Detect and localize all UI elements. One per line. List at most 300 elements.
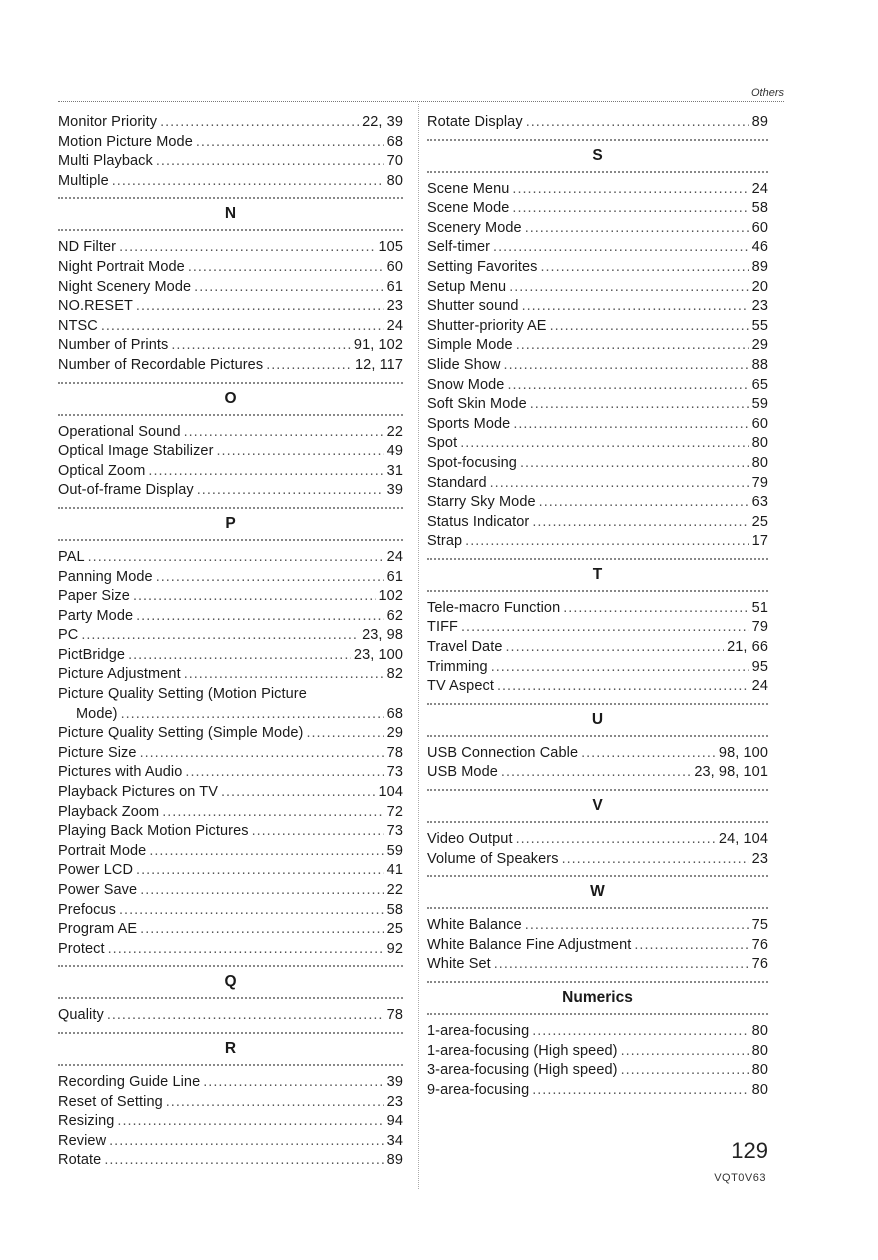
index-term: Panning Mode	[58, 568, 153, 585]
dot-leader	[203, 1073, 383, 1093]
dot-leader	[516, 830, 716, 850]
index-entry	[427, 376, 768, 396]
index-term: Scenery Mode	[427, 219, 522, 236]
page-reference: 80	[751, 1081, 768, 1098]
index-term: Night Portrait Mode	[58, 258, 185, 275]
index-entry	[427, 936, 768, 956]
index-entry	[58, 940, 403, 960]
dot-leader	[101, 317, 384, 337]
page-reference: 24	[751, 180, 768, 197]
index-term: Simple Mode	[427, 337, 513, 354]
dot-leader	[512, 180, 748, 200]
page-reference: 24	[386, 317, 403, 334]
index-entry	[427, 258, 768, 278]
index-entry	[58, 744, 403, 764]
index-entry	[427, 1061, 768, 1081]
page-reference: 68	[386, 705, 403, 722]
page-reference: 60	[751, 415, 768, 432]
page-reference: 70	[386, 153, 403, 170]
page-reference: 89	[751, 258, 768, 275]
index-entry	[427, 278, 768, 298]
index-term: Picture Size	[58, 744, 137, 761]
index-entry	[427, 658, 768, 678]
index-entry	[58, 152, 403, 172]
dot-leader	[149, 842, 383, 862]
index-entry	[427, 493, 768, 513]
index-term: Rotate	[58, 1152, 102, 1169]
dot-leader	[516, 336, 749, 356]
index-term: Scene Mode	[427, 200, 510, 217]
page-number: 129	[731, 1138, 768, 1163]
page-reference: 89	[386, 1152, 403, 1169]
page-reference: 23	[386, 298, 403, 315]
dot-leader	[119, 901, 384, 921]
index-entry	[58, 1132, 403, 1152]
dot-leader	[562, 850, 749, 870]
index-entry	[427, 513, 768, 533]
index-letter-heading: T	[427, 558, 768, 592]
index-letter-heading: O	[58, 382, 403, 416]
page-reference: 22	[386, 882, 403, 898]
dot-leader	[221, 783, 376, 803]
index-term: Spot-focusing	[427, 454, 517, 471]
index-entry	[58, 901, 403, 921]
index-entry	[427, 955, 768, 975]
dot-leader	[140, 920, 383, 940]
dot-leader	[539, 493, 749, 513]
index-entry	[427, 454, 768, 474]
index-entry	[427, 219, 768, 239]
index-entry	[427, 599, 768, 619]
index-term: Multi Playback	[58, 153, 153, 170]
page-reference: 76	[751, 956, 768, 973]
page-reference: 20	[751, 278, 768, 295]
index-entry	[58, 278, 403, 298]
index-term: Mode)	[76, 705, 118, 722]
index-entry	[427, 830, 768, 850]
model-code: VQT0V63	[714, 1172, 766, 1184]
dot-leader	[563, 599, 748, 619]
index-entry	[58, 861, 403, 881]
index-term: Power LCD	[58, 862, 134, 879]
index-term: White Balance	[427, 917, 522, 934]
page-reference: 82	[386, 666, 403, 683]
index-entry	[58, 1006, 403, 1026]
dot-leader	[184, 665, 384, 685]
index-column-left	[58, 113, 403, 1171]
dot-leader	[162, 803, 383, 823]
dot-leader	[128, 646, 351, 666]
dot-leader	[104, 1151, 383, 1171]
index-term: PC	[58, 627, 79, 644]
page-reference: 80	[386, 172, 403, 189]
dot-leader	[140, 881, 383, 901]
dot-leader	[526, 113, 749, 133]
index-term: Playback Zoom	[58, 803, 160, 820]
page-reference: 23, 98, 101	[694, 764, 768, 781]
index-entry	[58, 724, 403, 744]
index-term: Travel Date	[427, 639, 503, 656]
index-entry	[427, 113, 768, 133]
dot-leader	[119, 238, 375, 258]
page-reference: 79	[751, 474, 768, 491]
index-term: NO.RESET	[58, 298, 133, 315]
index-entry	[58, 548, 403, 568]
index-letter-heading: R	[58, 1032, 403, 1066]
index-term: Resizing	[58, 1113, 115, 1130]
page-reference: 25	[751, 513, 768, 530]
dot-leader	[136, 297, 384, 317]
dot-leader	[461, 618, 749, 638]
page-reference: 24, 104	[718, 831, 768, 848]
index-letter-heading: Q	[58, 965, 403, 999]
index-term: Optical Zoom	[58, 462, 146, 479]
page-reference: 61	[386, 568, 403, 585]
index-entry	[58, 442, 403, 462]
index-entry	[427, 638, 768, 658]
index-entry	[427, 850, 768, 870]
dot-leader	[171, 336, 351, 356]
page-reference: 89	[751, 114, 768, 130]
index-term: 1-area-focusing (High speed)	[427, 1042, 618, 1059]
page-reference: 68	[386, 133, 403, 150]
index-entry	[58, 113, 403, 133]
dot-leader	[512, 199, 748, 219]
index-term: Out-of-frame Display	[58, 482, 194, 499]
index-term: Sports Mode	[427, 415, 511, 432]
index-term: Quality	[58, 1007, 104, 1024]
page-reference: 62	[386, 607, 403, 624]
page-reference: 41	[386, 862, 403, 879]
page-reference: 24	[386, 548, 403, 565]
page-reference: 73	[386, 764, 403, 781]
index-term: 9-area-focusing	[427, 1081, 530, 1098]
index-entry	[427, 763, 768, 783]
page-reference: 23	[386, 1093, 403, 1110]
dot-leader	[306, 724, 383, 744]
page-reference: 39	[386, 1073, 403, 1090]
index-entry	[58, 1093, 403, 1113]
page-reference: 23	[751, 298, 768, 315]
dot-leader	[136, 607, 384, 627]
dot-leader	[108, 940, 384, 960]
index-term: Standard	[427, 474, 487, 491]
page-reference: 23	[751, 850, 768, 867]
page-reference: 78	[386, 1007, 403, 1024]
index-entry	[58, 665, 403, 685]
dot-leader	[532, 513, 748, 533]
index-entry	[58, 783, 403, 803]
index-term: Review	[58, 1132, 107, 1149]
page-reference: 60	[751, 219, 768, 236]
index-term: Scene Menu	[427, 180, 510, 197]
index-entry	[58, 842, 403, 862]
index-entry	[427, 415, 768, 435]
index-term: USB Mode	[427, 764, 498, 781]
page-reference: 25	[386, 921, 403, 938]
index-entry	[427, 677, 768, 697]
index-term: Party Mode	[58, 607, 134, 624]
page-reference: 102	[378, 588, 403, 605]
page-reference: 21, 66	[727, 639, 768, 656]
index-entry	[58, 336, 403, 356]
dot-leader	[507, 376, 748, 396]
dot-leader	[520, 454, 749, 474]
index-entry	[58, 607, 403, 627]
index-entry	[58, 568, 403, 588]
page-reference: 91, 102	[353, 337, 403, 354]
dot-leader	[497, 677, 749, 697]
index-term: Picture Quality Setting (Motion Picture	[58, 686, 307, 703]
dot-leader	[185, 763, 383, 783]
index-term: Starry Sky Mode	[427, 494, 536, 511]
page-reference: 59	[751, 396, 768, 413]
index-term: Number of Recordable Pictures	[58, 356, 264, 373]
index-entry	[58, 763, 403, 783]
page-reference: 58	[386, 901, 403, 918]
dot-leader	[525, 916, 749, 936]
index-entry	[58, 920, 403, 940]
index-term: Night Scenery Mode	[58, 278, 192, 295]
dot-leader	[550, 317, 749, 337]
index-entry	[427, 532, 768, 552]
index-term: Picture Quality Setting (Simple Mode)	[58, 725, 304, 742]
dot-leader	[541, 258, 749, 278]
dot-leader	[493, 238, 749, 258]
index-entry	[58, 822, 403, 842]
dot-leader	[197, 481, 384, 501]
dot-leader	[621, 1061, 749, 1081]
index-term: White Set	[427, 956, 491, 973]
page-reference: 60	[386, 258, 403, 275]
index-entry	[58, 626, 403, 646]
index-entry	[58, 317, 403, 337]
page-reference: 65	[751, 376, 768, 393]
index-term: TV Aspect	[427, 678, 494, 695]
page-reference: 95	[751, 658, 768, 675]
index-term: PAL	[58, 548, 85, 565]
index-term: Trimming	[427, 658, 488, 675]
index-term: Snow Mode	[427, 376, 505, 393]
page-reference: 46	[751, 239, 768, 256]
dot-leader	[136, 861, 384, 881]
page-reference: 22, 39	[362, 114, 403, 130]
index-term: Playing Back Motion Pictures	[58, 823, 249, 840]
index-term: Number of Prints	[58, 337, 169, 354]
index-term: Volume of Speakers	[427, 850, 559, 867]
page-reference: 58	[751, 200, 768, 217]
index-entry	[58, 462, 403, 482]
dot-leader	[491, 658, 749, 678]
index-entry	[58, 587, 403, 607]
index-term: Slide Show	[427, 356, 501, 373]
index-entry	[427, 317, 768, 337]
index-term: Rotate Display	[427, 114, 523, 130]
index-letter-heading: U	[427, 703, 768, 737]
page-reference: 98, 100	[718, 744, 768, 761]
page-reference: 105	[378, 239, 403, 256]
index-entry	[58, 881, 403, 901]
index-term: Shutter-priority AE	[427, 317, 547, 334]
index-column-right	[427, 113, 768, 1100]
index-term: Shutter sound	[427, 298, 519, 315]
dot-leader	[184, 423, 384, 443]
index-entry	[427, 297, 768, 317]
index-entry	[427, 336, 768, 356]
dot-leader	[581, 744, 716, 764]
page-reference: 104	[378, 784, 403, 801]
index-entry	[427, 1081, 768, 1101]
dot-leader	[532, 1081, 748, 1101]
index-entry	[58, 803, 403, 823]
index-term: Soft Skin Mode	[427, 396, 527, 413]
page-reference: 29	[751, 337, 768, 354]
dot-leader	[133, 587, 376, 607]
dot-leader	[525, 219, 749, 239]
index-entry	[427, 238, 768, 258]
dot-leader	[634, 936, 748, 956]
page-reference: 78	[386, 744, 403, 761]
index-entry	[58, 423, 403, 443]
index-letter-heading: P	[58, 507, 403, 541]
index-entry	[58, 705, 403, 725]
dot-leader	[156, 152, 384, 172]
page-reference: 23, 100	[353, 646, 403, 663]
index-entry	[427, 395, 768, 415]
index-term: Paper Size	[58, 588, 130, 605]
dot-leader	[513, 415, 748, 435]
section-label: Others	[750, 87, 784, 99]
index-letter-heading: W	[427, 875, 768, 909]
index-term: Pictures with Audio	[58, 764, 183, 781]
index-entry	[58, 1073, 403, 1093]
index-entry	[58, 258, 403, 278]
index-term: Tele-macro Function	[427, 599, 561, 616]
column-divider	[418, 104, 419, 1189]
dot-leader	[166, 1093, 384, 1113]
index-letter-heading: Numerics	[427, 981, 768, 1015]
index-term: Self-timer	[427, 239, 491, 256]
index-term: Picture Adjustment	[58, 666, 181, 683]
index-entry	[58, 646, 403, 666]
index-term: Video Output	[427, 831, 513, 848]
page-reference: 88	[751, 356, 768, 373]
index-term: 1-area-focusing	[427, 1023, 530, 1039]
page-reference: 12, 117	[354, 356, 403, 373]
dot-leader	[252, 822, 384, 842]
page-reference: 75	[751, 917, 768, 934]
index-term: Protect	[58, 940, 105, 957]
index-term: NTSC	[58, 317, 98, 334]
index-term: USB Connection Cable	[427, 744, 579, 761]
index-term: PictBridge	[58, 646, 126, 663]
index-entry	[427, 1042, 768, 1062]
page-reference: 80	[751, 454, 768, 471]
page-reference: 59	[386, 842, 403, 859]
index-term: TIFF	[427, 619, 459, 636]
dot-leader	[522, 297, 749, 317]
dot-leader	[509, 278, 748, 298]
dot-leader	[532, 1022, 748, 1042]
index-term: Program AE	[58, 921, 138, 938]
dot-leader	[156, 568, 384, 588]
index-entry	[427, 618, 768, 638]
index-term: Strap	[427, 533, 463, 550]
page-reference: 55	[751, 317, 768, 334]
dot-leader	[121, 705, 384, 725]
index-term: Reset of Setting	[58, 1093, 163, 1110]
index-entry	[58, 1112, 403, 1132]
index-term: Playback Pictures on TV	[58, 784, 218, 801]
dot-leader	[112, 172, 384, 192]
dot-leader	[494, 955, 749, 975]
index-term: Setup Menu	[427, 278, 507, 295]
page-reference: 51	[751, 599, 768, 616]
index-term: Operational Sound	[58, 423, 181, 440]
index-entry	[427, 356, 768, 376]
page-reference: 17	[751, 533, 768, 550]
page-reference: 22	[386, 423, 403, 440]
index-entry	[427, 744, 768, 764]
index-term: Prefocus	[58, 901, 117, 918]
index-entry	[58, 481, 403, 501]
dot-leader	[501, 763, 691, 783]
page-reference: 63	[751, 494, 768, 511]
index-term: Spot	[427, 435, 458, 452]
page-reference: 29	[386, 725, 403, 742]
page-reference: 49	[386, 443, 403, 460]
index-letter-heading: N	[58, 197, 403, 231]
dot-leader	[194, 278, 383, 298]
dot-leader	[148, 462, 383, 482]
dot-leader	[530, 395, 749, 415]
index-term: Portrait Mode	[58, 842, 147, 859]
dot-leader	[81, 626, 359, 646]
page-reference: 80	[751, 1042, 768, 1059]
dot-leader	[109, 1132, 384, 1152]
dot-leader	[160, 113, 359, 133]
dot-leader	[266, 356, 352, 376]
dot-leader	[621, 1042, 749, 1062]
index-term: Recording Guide Line	[58, 1073, 201, 1090]
index-letter-heading: V	[427, 789, 768, 823]
index-term: ND Filter	[58, 239, 117, 256]
index-term: Setting Favorites	[427, 258, 538, 275]
index-entry	[427, 180, 768, 200]
index-entry	[58, 685, 403, 705]
index-letter-heading: S	[427, 139, 768, 173]
header-rule	[58, 101, 784, 102]
index-entry	[58, 133, 403, 153]
index-entry	[58, 1151, 403, 1171]
page-reference: 79	[751, 619, 768, 636]
dot-leader	[490, 474, 749, 494]
index-entry	[427, 199, 768, 219]
dot-leader	[506, 638, 725, 658]
index-term: White Balance Fine Adjustment	[427, 936, 632, 953]
index-term: Motion Picture Mode	[58, 133, 193, 150]
index-entry	[427, 916, 768, 936]
index-term: Multiple	[58, 172, 109, 189]
page-reference: 76	[751, 936, 768, 953]
index-term: Power Save	[58, 882, 138, 898]
page-reference: 94	[386, 1113, 403, 1130]
dot-leader	[117, 1112, 383, 1132]
index-term: 3-area-focusing (High speed)	[427, 1062, 618, 1079]
page-reference: 72	[386, 803, 403, 820]
index-entry	[427, 434, 768, 454]
dot-leader	[140, 744, 384, 764]
